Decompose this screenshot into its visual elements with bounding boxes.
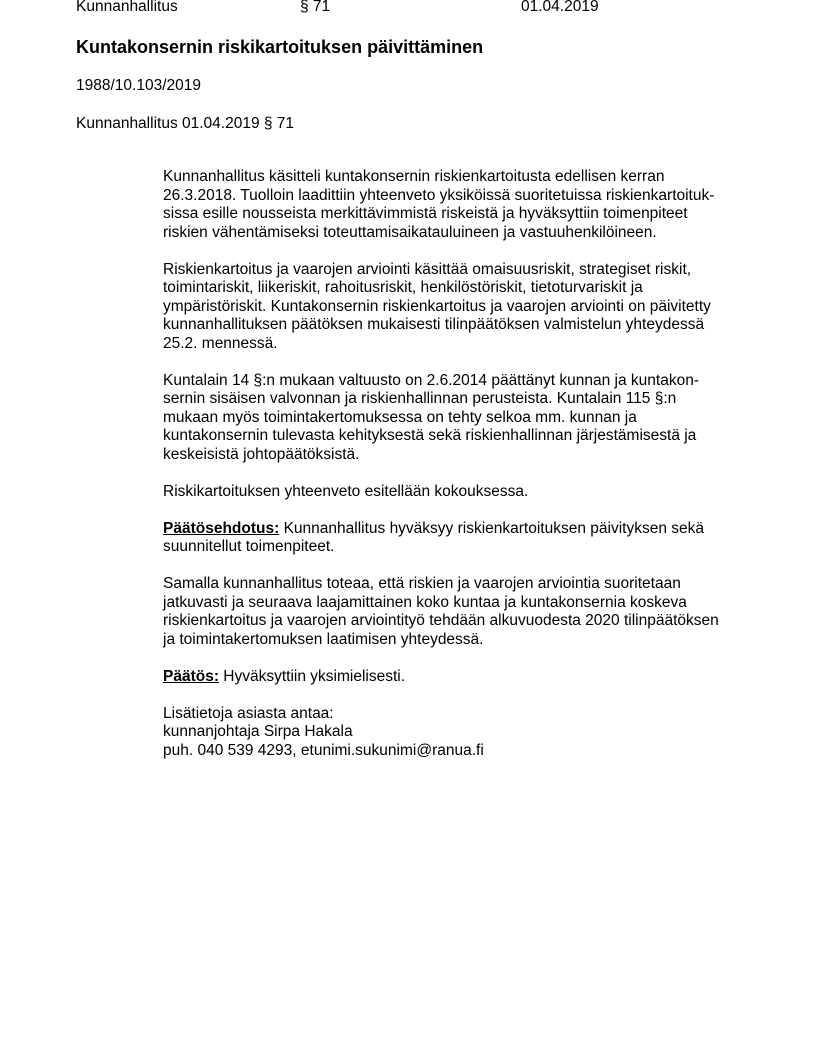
- contact-details: puh. 040 539 4293, etunimi.sukunimi@ranua.fi: [163, 741, 484, 759]
- text-line: suunnitellut toimenpiteet.: [163, 538, 335, 555]
- decision-text: Hyväksyttiin yksimielisesti.: [219, 667, 406, 685]
- text-line: riskien vähentämiseksi toteuttamisaikatauluineen ja vastuuhenkilöineen.: [163, 223, 657, 241]
- contact-info: [163, 705, 753, 761]
- text-line: 26.3.2018. Tuolloin laadittiin yhteenveto yksiköissä suoritetuissa riskienkartoituk-: [163, 186, 715, 204]
- proposal-line: [163, 520, 753, 539]
- text-line: jatkuvasti ja seuraava laajamittainen koko kuntaa ja kuntakonsernia koskeva: [163, 593, 687, 611]
- proposal-text: Kunnanhallitus hyväksyy riskienkartoituksen päivityksen sekä: [279, 519, 705, 537]
- text-line: Riskienkartoitus ja vaarojen arviointi käsittää omaisuusriskit, strategiset riskit,: [163, 260, 692, 278]
- meeting-reference: Kunnanhallitus 01.04.2019 § 71: [76, 115, 295, 132]
- text-line: toimintariskit, liikeriskit, rahoitusriskit, henkilöstöriskit, tietoturvariskit ja: [163, 279, 643, 296]
- header-date: 01.04.2019: [521, 0, 599, 15]
- paragraph-decision: [163, 668, 753, 687]
- text-line: kunnanhallituksen päätöksen mukaisesti tilinpäätöksen valmistelun yhteydessä: [163, 316, 705, 333]
- text-line: ympäristöriskit. Kuntakonsernin riskienkartoitus ja vaarojen arviointi on päivitetty: [163, 297, 711, 315]
- contact-person: kunnanjohtaja Sirpa Hakala: [163, 723, 353, 740]
- paragraph-continuous-assessment: [163, 575, 753, 649]
- contact-intro: Lisätietoja asiasta antaa:: [163, 704, 334, 722]
- paragraph-previous-review: [163, 168, 753, 242]
- document-body: [163, 168, 753, 779]
- paragraph-risk-categories: [163, 261, 753, 354]
- header-organ: Kunnanhallitus: [76, 0, 178, 15]
- header-section: § 71: [300, 0, 331, 15]
- document-title: Kuntakonsernin riskikartoituksen päivittäminen: [76, 37, 484, 57]
- text-line: Kunnanhallitus käsitteli kuntakonsernin riskienkartoitusta edellisen kerran: [163, 168, 665, 185]
- text-line: riskienkartoitus ja vaarojen arviointityö tehdään alkuvuodesta 2020 tilinpäätöksen: [163, 612, 719, 629]
- document-number: 1988/10.103/2019: [76, 77, 201, 94]
- document-header: [76, 0, 776, 18]
- proposal-label: Päätösehdotus:: [163, 519, 280, 537]
- decision-line: [163, 668, 753, 687]
- paragraph-summary-note: [163, 483, 753, 502]
- text-line: sissa esille nousseista merkittävimmistä riskeistä ja hyväksyttiin toimenpiteet: [163, 205, 688, 222]
- text-line: 25.2. mennessä.: [163, 334, 278, 352]
- text-line: keskeisistä johtopäätöksistä.: [163, 445, 360, 463]
- text-line: Kuntalain 14 §:n mukaan valtuusto on 2.6.2014 päättänyt kunnan ja kuntakon-: [163, 371, 699, 389]
- paragraph-proposal: [163, 520, 753, 557]
- paragraph-legal-basis: [163, 372, 753, 465]
- text-line: mukaan myös toimintakertomuksessa on tehty selkoa mm. kunnan ja: [163, 408, 637, 426]
- decision-label: Päätös:: [163, 667, 219, 685]
- text-line: ja toimintakertomuksen laatimisen yhteydessä.: [163, 630, 484, 648]
- text-line: sernin sisäisen valvonnan ja riskienhallinnan perusteista. Kuntalain 115 §:n: [163, 390, 677, 407]
- text-line: Samalla kunnanhallitus toteaa, että riskien ja vaarojen arviointia suoritetaan: [163, 575, 681, 592]
- text-line: kuntakonsernin tulevasta kehityksestä sekä riskienhallinnan järjestämisestä ja: [163, 427, 697, 444]
- text-line: Riskikartoituksen yhteenveto esitellään kokouksessa.: [163, 482, 529, 500]
